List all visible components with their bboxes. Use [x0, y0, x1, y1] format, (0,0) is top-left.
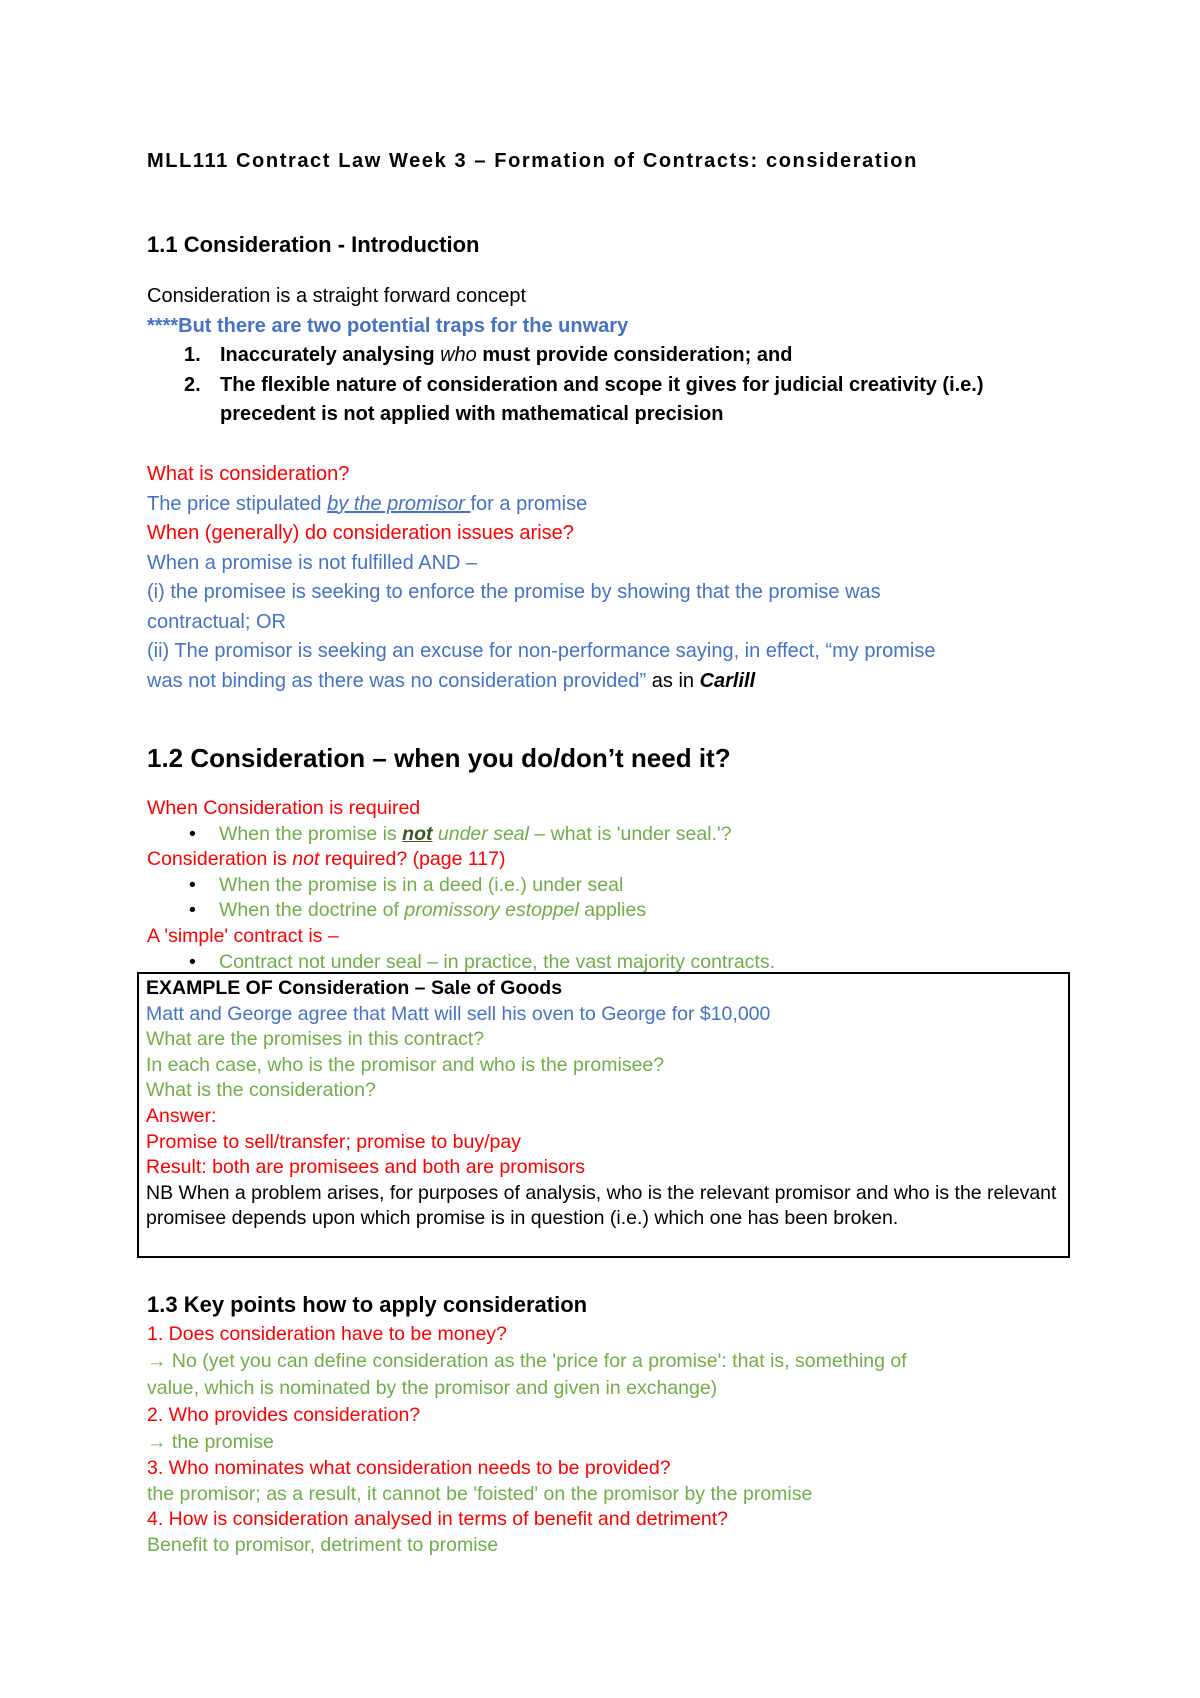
answer-line: (i) the promisee is seeking to enforce the promise by showing that the promise was [147, 581, 881, 603]
list-text-em: who [440, 344, 477, 366]
key-answer: → the promise [147, 1431, 274, 1453]
answer-text: for a promise [470, 492, 588, 515]
list-text-pre: Inaccurately analysing [220, 344, 441, 366]
list-item [147, 822, 1077, 848]
document-title: MLL111 Contract Law Week 3 – Formation of Contracts: consideration [147, 150, 918, 172]
required-list [147, 822, 1077, 848]
item-text-em: under seal [432, 822, 529, 845]
question-what-is: What is consideration? [147, 463, 350, 485]
key-answer: Benefit to promisor, detriment to promise [147, 1533, 499, 1556]
item-text: Contract not under seal – in practice, the vast majority contracts. [219, 950, 776, 973]
answer-what-is [147, 490, 1077, 520]
bullet-icon: • [189, 950, 196, 973]
example-heading: EXAMPLE OF Consideration – Sale of Goods [146, 977, 563, 999]
intro-text: Consideration is a straight forward concept [147, 285, 527, 307]
example-line: Matt and George agree that Matt will sell his oven to George for $10,000 [146, 1002, 771, 1025]
section-heading-1-2: 1.2 Consideration – when you do/don’t need it? [147, 743, 731, 773]
promisor-link[interactable]: by the promisor [327, 492, 471, 515]
not-required-label [147, 847, 1077, 873]
traps-text: ****But there are two potential traps for the unwary [147, 314, 629, 337]
list-item [147, 898, 1077, 924]
example-box [137, 972, 1070, 1258]
answer-text: The price stipulated [147, 492, 328, 515]
item-text: When the promise is in a deed (i.e.) under seal [219, 873, 624, 896]
key-question: 4. How is consideration analysed in terms of benefit and detriment? [147, 1508, 728, 1531]
not-emphasis: not [402, 822, 433, 845]
intro-block [147, 282, 1077, 430]
key-points-block [147, 1321, 1077, 1558]
label-text: Consideration is [147, 848, 293, 871]
list-text-post: must provide consideration; and [476, 344, 793, 366]
example-line: Promise to sell/transfer; promise to buy/pay [146, 1130, 521, 1153]
item-text: When the promise is [219, 822, 403, 845]
example-line: What is the consideration? [146, 1079, 376, 1102]
question-when-arise: When (generally) do consideration issues arise? [147, 522, 574, 544]
not-required-list [147, 873, 1077, 924]
label-text: required? (page 117) [319, 848, 506, 871]
list-item [147, 371, 1077, 430]
answer-line [147, 667, 1077, 697]
list-text-line2: precedent is not applied with mathematical precision [220, 403, 724, 425]
item-text: applies [578, 899, 647, 922]
simple-contract-label: A 'simple' contract is – [147, 924, 339, 947]
required-label: When Consideration is required [147, 797, 421, 819]
answer-text: was not binding as there was no consideration provided” [147, 669, 647, 692]
section-key-points [147, 1292, 1077, 1318]
key-question: 2. Who provides consideration? [147, 1404, 421, 1426]
answer-line: When a promise is not fulfilled AND – [147, 551, 478, 574]
example-line: Answer: [146, 1104, 217, 1127]
list-number: 1. [184, 344, 201, 366]
key-answer: the promisor; as a result, it cannot be 'foisted' on the promisor by the promise [147, 1482, 813, 1505]
item-text-em: promissory estoppel [404, 899, 579, 922]
example-note: NB When a problem arises, for purposes of analysis, who is the relevant promisor and who is the relevant promisee depends upon which promise is in question (i.e.) which one has been broken. [146, 1181, 1057, 1230]
section-when-needed [147, 743, 1077, 774]
section-heading-1-3: 1.3 Key points how to apply consideration [147, 1292, 588, 1317]
answer-line: contractual; OR [147, 610, 286, 633]
list-item [147, 341, 1077, 371]
list-number: 2. [184, 373, 201, 396]
bullet-icon: • [189, 899, 196, 922]
example-line: In each case, who is the promisor and who is the promisee? [146, 1053, 665, 1076]
bullet-icon: • [189, 873, 196, 896]
key-answer: → No (yet you can define consideration as the 'price for a promise': that is, something of [147, 1350, 907, 1372]
answer-line: (ii) The promisor is seeking an excuse for non-performance saying, in effect, “my promise [147, 640, 936, 662]
example-line: What are the promises in this contract? [146, 1028, 485, 1051]
list-text-line1: The flexible nature of consideration and scope it gives for judicial creativity (i.e.) [220, 373, 984, 396]
label-text-em: not [292, 848, 320, 871]
case-name: Carlill [699, 669, 756, 692]
item-text: When the doctrine of [219, 899, 405, 922]
traps-list [147, 341, 1077, 430]
example-line: Result: both are promisees and both are promisors [146, 1156, 585, 1179]
key-answer: value, which is nominated by the promisor and given in exchange) [147, 1377, 718, 1399]
answer-text: as in [646, 669, 700, 692]
key-question: 1. Does consideration have to be money? [147, 1323, 507, 1345]
requirements-block [147, 796, 1077, 975]
section-introduction [147, 232, 1077, 258]
item-text: – what is 'under seal.'? [528, 822, 732, 845]
key-question: 3. Who nominates what consideration needs to be provided? [147, 1457, 671, 1479]
list-item [147, 873, 1077, 899]
bullet-icon: • [189, 822, 196, 845]
section-heading-1-1: 1.1 Consideration - Introduction [147, 232, 480, 257]
what-is-block [147, 460, 1077, 696]
